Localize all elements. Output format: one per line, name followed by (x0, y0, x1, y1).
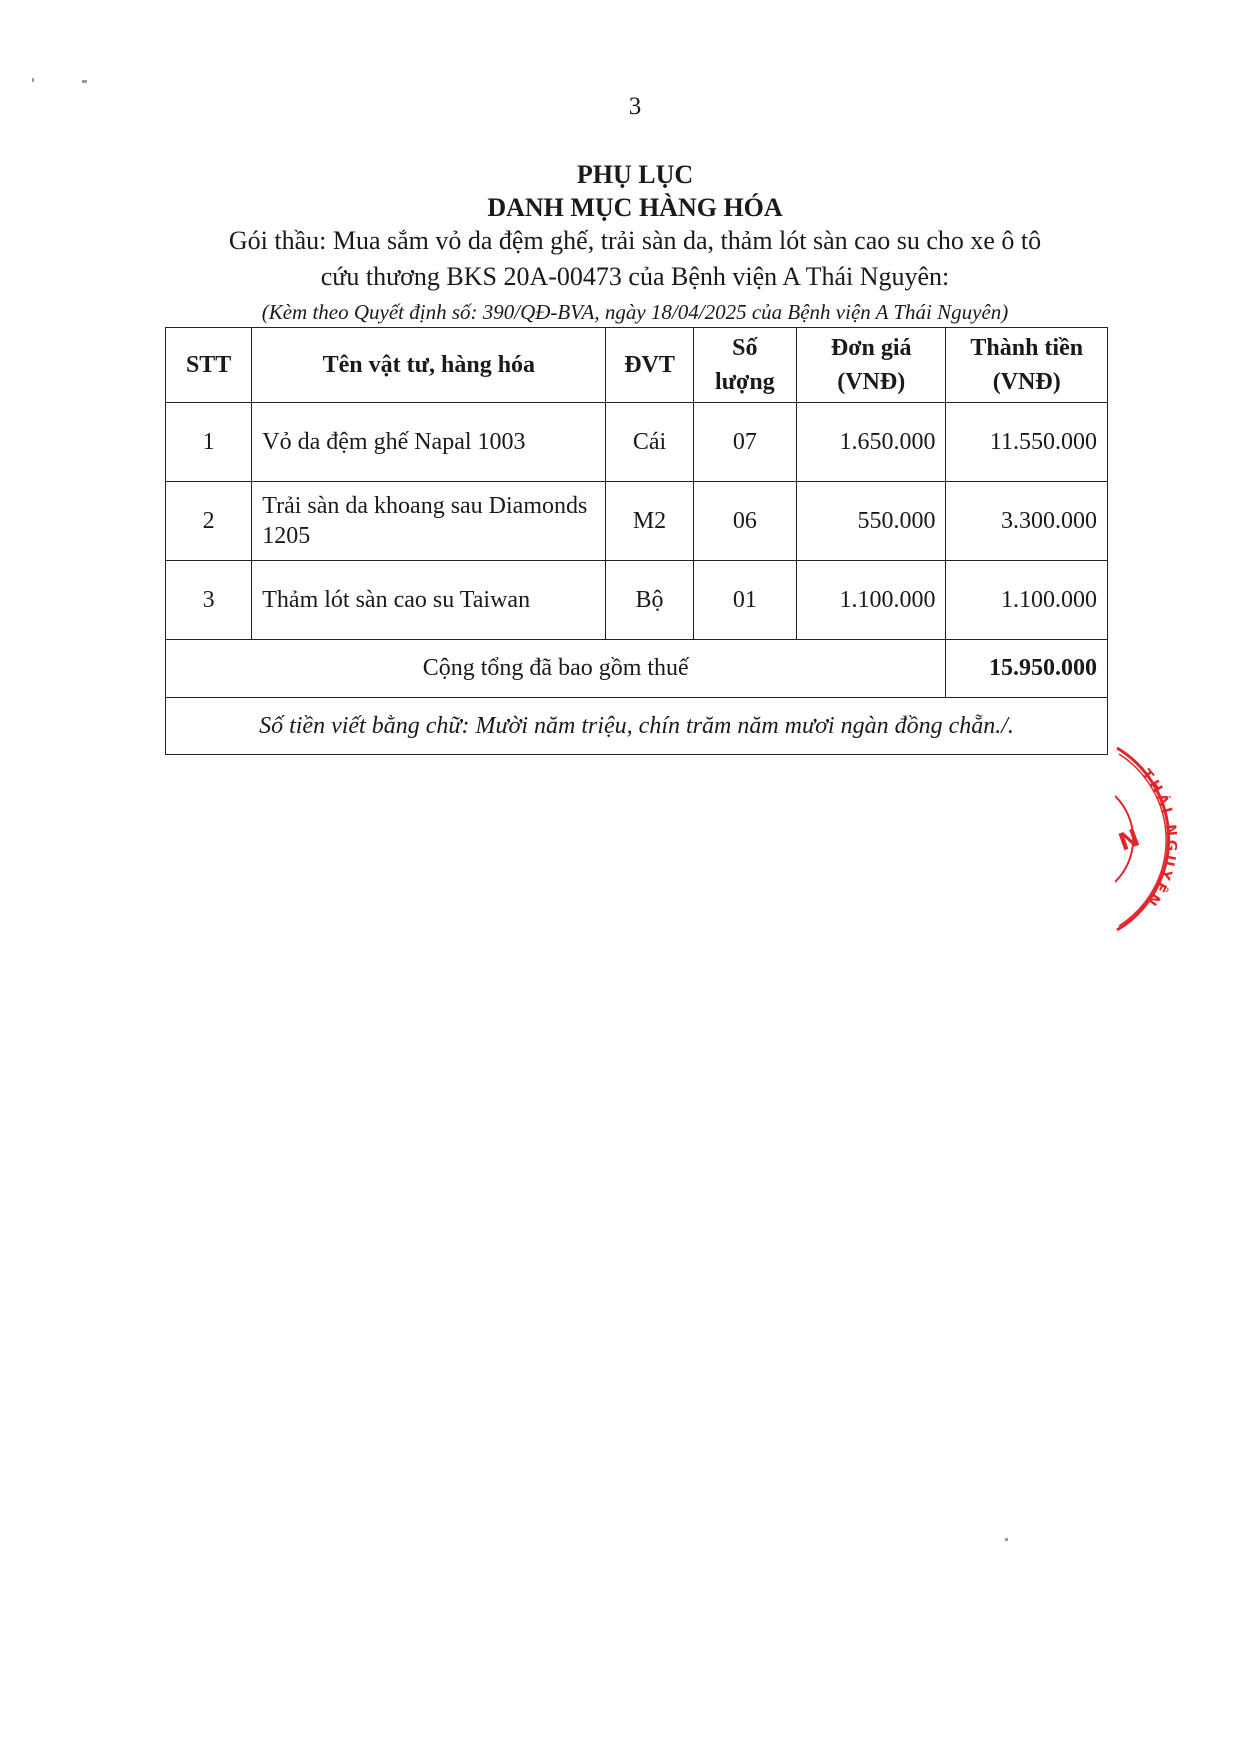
header-quantity-line1: Số (732, 335, 758, 361)
amount-in-words-row (166, 698, 1108, 755)
header-quantity (693, 328, 796, 403)
row-item-name: Vỏ da đệm ghế Napal 1003 (252, 403, 606, 482)
header-quantity-line2: lượng (714, 369, 775, 395)
row-unit: Bộ (606, 561, 693, 640)
header-stt: STT (166, 328, 252, 403)
total-row (166, 640, 1108, 698)
goods-table (165, 327, 1108, 755)
row-amount: 11.550.000 (946, 403, 1108, 482)
svg-text:THÁI NGUYÊN (1138, 766, 1180, 910)
scan-speck (1005, 1538, 1008, 1541)
scan-speck (32, 78, 34, 82)
table-header-row (166, 328, 1108, 403)
row-stt: 2 (166, 482, 252, 561)
page-number: 3 (628, 93, 642, 120)
row-item-name: Thảm lót sàn cao su Taiwan (252, 561, 606, 640)
row-stt: 1 (166, 403, 252, 482)
row-stt: 3 (166, 561, 252, 640)
row-quantity: 07 (693, 403, 796, 482)
header-amount-line1: Thành tiền (970, 335, 1084, 361)
header-unit-price-line1: Đơn giá (830, 335, 912, 361)
header-unit-price (796, 328, 945, 403)
row-unit-price: 1.100.000 (796, 561, 945, 640)
header-unit: ĐVT (606, 328, 693, 403)
header-item-name: Tên vật tư, hàng hóa (252, 328, 606, 403)
header-unit-price-line2: (VNĐ) (837, 369, 906, 395)
total-value: 15.950.000 (946, 640, 1108, 698)
seal-text: THÁI NGUYÊN (1137, 766, 1180, 911)
header-amount (946, 328, 1108, 403)
official-seal-stamp (1115, 744, 1225, 934)
row-unit-price: 550.000 (796, 482, 945, 561)
header-amount-line2: (VNĐ) (992, 369, 1061, 395)
package-description-line2: cứu thương BKS 20A-00473 của Bệnh viện A Thái Nguyên: (320, 262, 950, 291)
row-item-name: Trải sàn da khoang sau Diamonds 1205 (252, 482, 606, 561)
scan-speck (82, 80, 87, 83)
package-description-line1: Gói thầu: Mua sắm vỏ da đệm ghế, trải sàn da, thảm lót sàn cao su cho xe ô tô (228, 226, 1042, 255)
row-amount: 1.100.000 (946, 561, 1108, 640)
row-unit: M2 (606, 482, 693, 561)
total-label: Cộng tổng đã bao gồm thuế (166, 640, 946, 698)
row-quantity: 06 (693, 482, 796, 561)
table-row (166, 561, 1108, 640)
goods-list-title: DANH MỤC HÀNG HÓA (487, 193, 783, 222)
table-row (166, 403, 1108, 482)
amount-in-words: Số tiền viết bằng chữ: Mười năm triệu, chín trăm năm mươi ngàn đồng chẵn./. (166, 698, 1108, 755)
row-amount: 3.300.000 (946, 482, 1108, 561)
row-unit: Cái (606, 403, 693, 482)
appendix-title: PHỤ LỤC (576, 160, 694, 189)
row-quantity: 01 (693, 561, 796, 640)
attachment-note: (Kèm theo Quyết định số: 390/QĐ-BVA, ngày 18/04/2025 của Bệnh viện A Thái Nguyên) (261, 300, 1009, 324)
svg-text:N: N (1115, 823, 1144, 857)
row-unit-price: 1.650.000 (796, 403, 945, 482)
table-row (166, 482, 1108, 561)
